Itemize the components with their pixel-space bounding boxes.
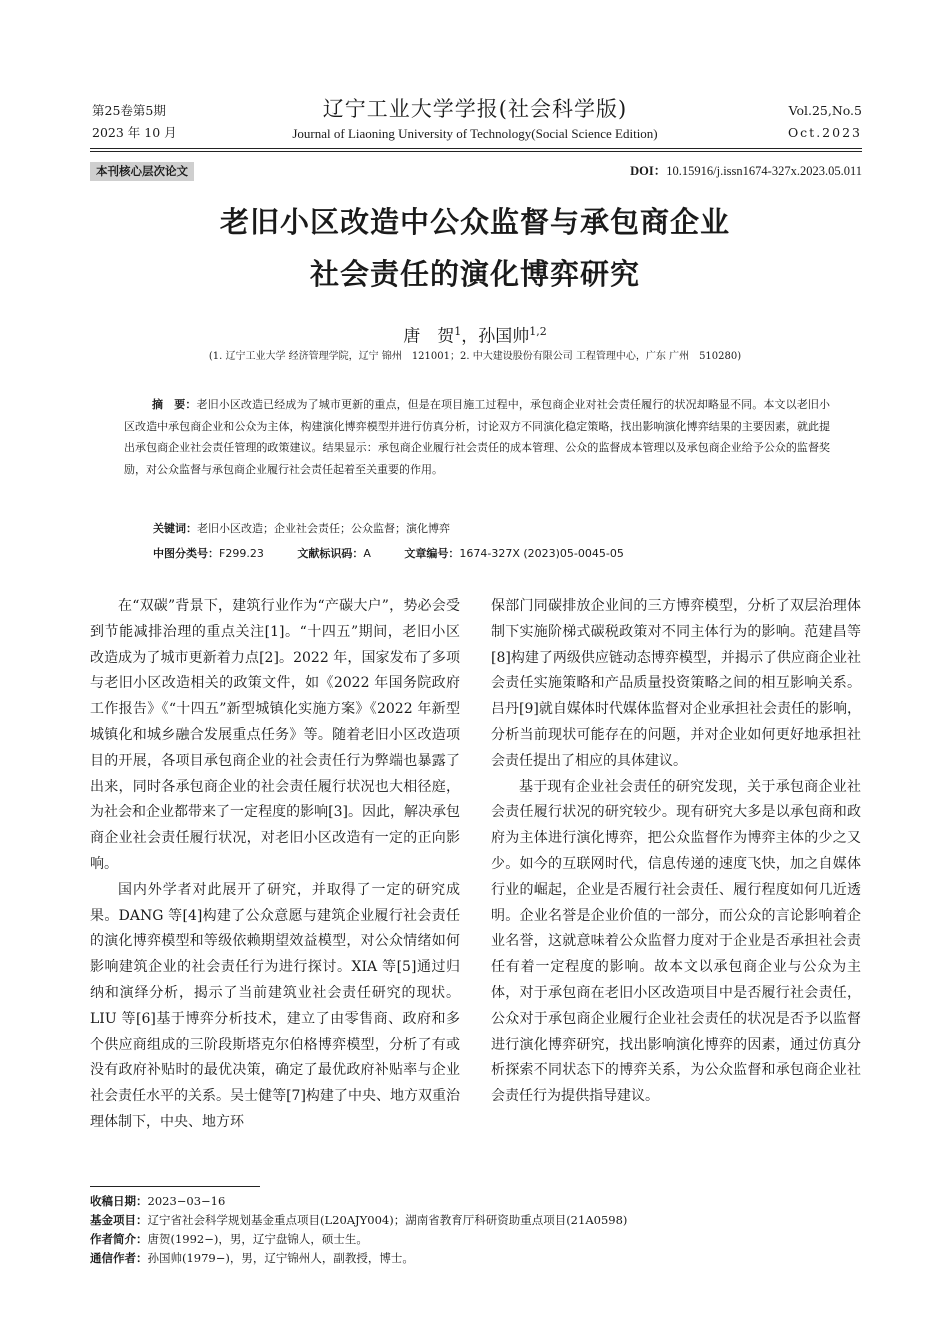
- header-rule-thin: [90, 151, 862, 152]
- body-column-left: [90, 594, 460, 1136]
- doi-label: DOI：: [630, 164, 667, 178]
- author-bio-label: 作者简介：: [90, 1232, 148, 1246]
- clc-label: 中图分类号：: [153, 547, 219, 560]
- author-1-affil: 1: [454, 325, 462, 338]
- volume-en: Vol.25,No.5: [788, 103, 862, 118]
- corresponding-value: 孙国帅(1979−)，男，辽宁锦州人，副教授，博士。: [147, 1251, 414, 1265]
- corresponding-label: 通信作者：: [90, 1251, 148, 1265]
- body-paragraph: 国内外学者对此展开了研究，并取得了一定的研究成果。DANG 等[4]构建了公众意愿与建筑企业履行社会责任的演化博弈模型和等级依赖期望效益模型，对公众情绪如何影响建筑企业的社会责任行为进行探讨。XIA 等[5]通过归纳和演绎分析，揭示了当前建筑业社会责任研究的现状。LIU 等[6]基于博弈分析技术，建立了由零售商、政府和多个供应商组成的三阶段斯塔克尔伯格博弈模型，分析了有或没有政府补贴时的最优决策，确定了最优政府补贴率与企业社会责任水平的关系。吴士健等[7]构建了中央、地方双重治理体制下，中央、地方环: [90, 881, 460, 1130]
- doc-code-value: A: [363, 547, 371, 560]
- abstract-text: 老旧小区改造已经成为了城市更新的重点，但是在项目施工过程中，承包商企业对社会责任履行的状况却略显不同。本文以老旧小区改造中承包商企业和公众为主体，构建演化博弈模型并进行仿真分析，讨论双方不同演化稳定策略，找出影响演化博弈结果的主要因素，就此提出承包商企业社会责任管理的政策建议。结果显示：承包商企业履行社会责任的成本管理、公众的监督成本管理以及承包商企业给予公众的监督奖励，对公众监督与承包商企业履行社会责任起着至关重要的作用。: [124, 398, 830, 476]
- clc-value: F299.23: [219, 547, 264, 560]
- received-value: 2023−03−16: [147, 1194, 226, 1208]
- received-date: [90, 1192, 627, 1211]
- journal-title-cn: 辽宁工业大学学报(社会科学版): [322, 97, 628, 121]
- fund-info: [90, 1211, 627, 1230]
- received-label: 收稿日期：: [90, 1194, 148, 1208]
- abstract-label: 摘 要：: [152, 398, 197, 411]
- author-separator: ，: [461, 326, 479, 347]
- body-column-right: [491, 594, 861, 1110]
- keywords-text: 老旧小区改造；企业社会责任；公众监督；演化博弈: [197, 522, 450, 535]
- title-line-2: 社会责任的演化博弈研究: [309, 257, 640, 291]
- doi-value: 10.15916/j.issn1674-327x.2023.05.011: [666, 164, 862, 178]
- header-right: [788, 100, 862, 144]
- doc-code-label: 文献标识码：: [297, 547, 364, 560]
- body-paragraph: 在“双碳”背景下，建筑行业作为“产碳大户”，势必会受到节能减排治理的重点关注[1]。“十四五”期间，老旧小区改造成为了城市更新着力点[2]。2022 年，国家发布了多项与老旧小区改造相关的政策文件，如《2022 年国务院政府工作报告》《“十四五”新型城镇化实施方案》《2022 年新型城镇化和城乡融合发展重点任务》等。随着老旧小区改造项目的开展，各项目承包商企业的社会责任行为弊端也暴露了出来，同时各承包商企业的社会责任履行状况也大相径庭，为社会和企业都带来了一定程度的影响[3]。因此，解决承包商企业社会责任履行状况，对老旧小区改造有一定的正向影响。: [90, 598, 460, 872]
- abstract: [124, 394, 830, 480]
- fund-label: 基金项目：: [90, 1213, 148, 1227]
- classification: [153, 543, 654, 564]
- author-2-affil: 1,2: [529, 325, 547, 338]
- doc-code: [297, 547, 371, 560]
- article-title: [0, 196, 950, 300]
- author-1: 唐 贺: [403, 326, 455, 347]
- corresponding-author: [90, 1249, 627, 1268]
- date-cn: 2023 年 10 月: [92, 125, 177, 140]
- author-bio-value: 唐贺(1992−)，男，辽宁盘锦人，硕士生。: [147, 1232, 368, 1246]
- article-number-value: 1674-327X (2023)05-0045-05: [459, 547, 624, 560]
- body-paragraph: 保部门同碳排放企业间的三方博弈模型，分析了双层治理体制下实施阶梯式碳税政策对不同主体行为的影响。范建昌等[8]构建了两级供应链动态博弈模型，并揭示了供应商企业社会责任实施策略和产品质量投资策略之间的相互影响关系。吕丹[9]就自媒体时代媒体监督对企业承担社会责任的影响，分析当前现状可能存在的问题，并对企业如何更好地承担社会责任提出了相应的具体建议。: [491, 598, 861, 769]
- doi[interactable]: [630, 162, 862, 180]
- fund-value: 辽宁省社会科学规划基金重点项目(L20AJY004)；湖南省教育厅科研资助重点项目(21A0598): [147, 1213, 628, 1227]
- affiliations: (1. 辽宁工业大学 经济管理学院，辽宁 锦州 121001；2. 中大建设股份有限公司 工程管理中心，广东 广州 510280): [208, 351, 742, 362]
- body-paragraph: 基于现有企业社会责任的研究发现，关于承包商企业社会责任履行状况的研究较少。现有研究大多是以承包商和政府为主体进行演化博弈，把公众监督作为博弈主体的少之又少。如今的互联网时代，信息传递的速度飞快，加之自媒体行业的崛起，企业是否履行社会责任、履行程度如何几近透明。企业名誉是企业价值的一部分，而公众的言论影响着企业名誉，这就意味着公众监督力度对于企业是否承担社会责任有着一定程度的影响。故本文以承包商企业与公众为主体，对于承包商在老旧小区改造项目中是否履行社会责任，公众对于承包商企业履行企业社会责任的状况是否予以监督进行演化博弈研究，找出影响演化博弈的因素，通过仿真分析探索不同状态下的博弈关系，为公众监督和承包商企业社会责任行为提供指导建议。: [491, 778, 861, 1105]
- authors: [0, 319, 950, 350]
- keywords: [153, 518, 450, 539]
- author-bio: [90, 1230, 627, 1249]
- article-number-label: 文章编号：: [404, 547, 460, 560]
- header-rule-thick: [90, 148, 862, 149]
- volume-cn: 第25卷第5期: [92, 103, 166, 118]
- journal-title-en: Journal of Liaoning University of Technology(Social Science Edition): [292, 126, 658, 141]
- article-number: [404, 547, 624, 560]
- clc: [153, 547, 264, 560]
- title-line-1: 老旧小区改造中公众监督与承包商企业: [219, 205, 730, 239]
- author-2: 孙国帅: [478, 326, 530, 347]
- footnote-rule: [90, 1186, 260, 1187]
- keywords-label: 关键词：: [153, 522, 197, 535]
- core-paper-tag: 本刊核心层次论文: [90, 162, 194, 181]
- footnotes: [90, 1192, 627, 1268]
- date-en: Oct.2023: [787, 125, 862, 140]
